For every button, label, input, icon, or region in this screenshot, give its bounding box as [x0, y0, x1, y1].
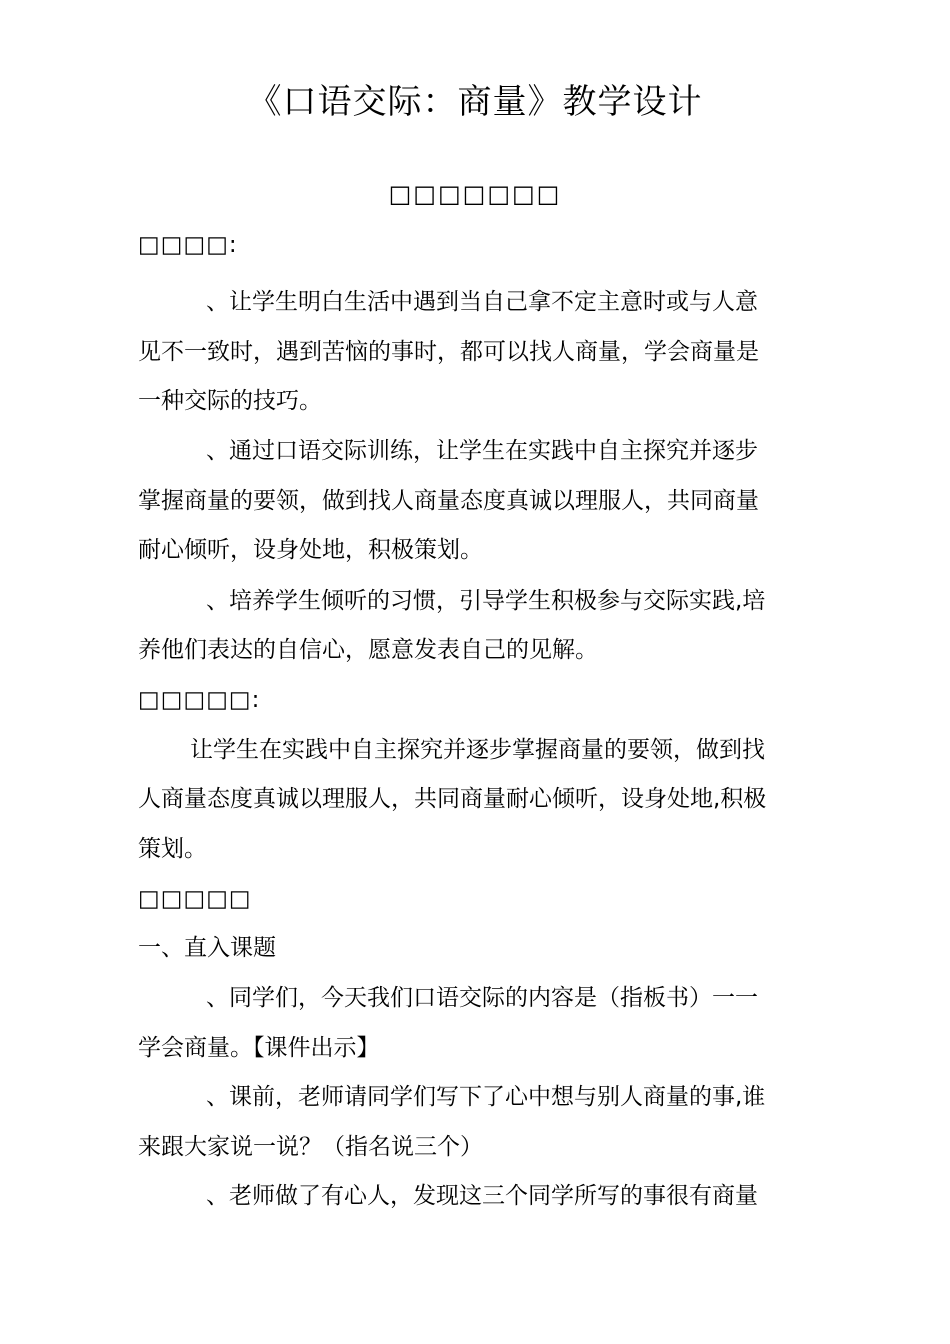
section-heading-key-points: □□□□□: — [138, 687, 261, 713]
paragraph-line: 掌握商量的要领，做到找人商量态度真诚以理服人，共同商量 — [138, 488, 759, 514]
paragraph-line: 耐心倾听，设身处地，积极策划。 — [138, 537, 483, 563]
section-heading-objectives: □□□□: — [138, 232, 238, 258]
section-heading-step-one: 一、直入课题 — [138, 935, 276, 961]
paragraph-line: 见不一致时，遇到苦恼的事时，都可以找人商量，学会商量是 — [138, 339, 759, 365]
paragraph-line: 、同学们，今天我们口语交际的内容是（指板书）一一 — [206, 985, 758, 1011]
document-title: 《口语交际：商量》教学设计 — [247, 82, 703, 122]
paragraph-line: 养他们表达的自信心，愿意发表自己的见解。 — [138, 637, 598, 663]
document-subtitle: □□□□□□□ — [388, 180, 562, 208]
paragraph-line: 学会商量。【课件出示】 — [138, 1035, 380, 1061]
paragraph-line: 、让学生明白生活中遇到当自己拿不定主意时或与人意 — [206, 289, 758, 315]
paragraph-line: 来跟大家说一说？（指名说三个） — [138, 1134, 483, 1160]
paragraph-line: 、老师做了有心人，发现这三个同学所写的事很有商量 — [206, 1183, 758, 1209]
paragraph-line: 、通过口语交际训练，让学生在实践中自主探究并逐步 — [206, 438, 758, 464]
paragraph-line: 策划。 — [138, 836, 207, 862]
paragraph-line: 、培养学生倾听的习惯，引导学生积极参与交际实践,培 — [206, 588, 766, 614]
paragraph-line: 一种交际的技巧。 — [138, 388, 322, 414]
paragraph-line: 人商量态度真诚以理服人，共同商量耐心倾听，设身处地,积极 — [138, 786, 767, 812]
paragraph-line: 、课前，老师请同学们写下了心中想与别人商量的事,谁 — [206, 1084, 766, 1110]
paragraph-line: 让学生在实践中自主探究并逐步掌握商量的要领，做到找 — [190, 737, 765, 763]
section-heading-process: □□□□□ — [138, 886, 252, 912]
